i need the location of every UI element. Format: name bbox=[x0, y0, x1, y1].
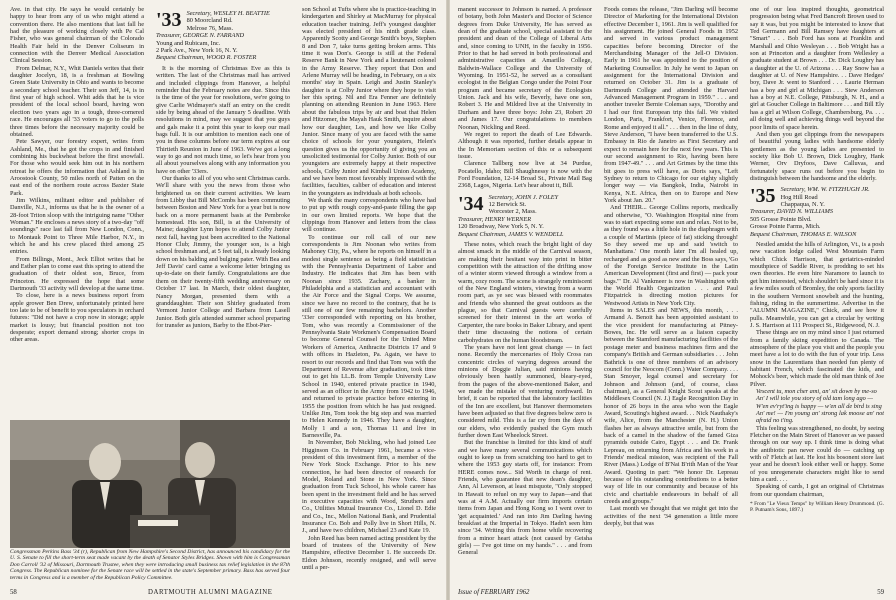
address-line: 80 Moorcland Rd. bbox=[186, 17, 233, 25]
class-year: '33 bbox=[156, 9, 182, 31]
right-page bbox=[448, 0, 896, 600]
bequest-line: Bequest Chairman, WOOD R. FOSTER bbox=[156, 54, 257, 62]
address-line: Grosse Pointe Farms, Mich. bbox=[750, 223, 821, 231]
paragraph: Jim Wilkins, militant editor and publisher of Danville, N.J., informs us that he is the owner of a 28-foot Triton sloop with the intriguing name "Other Woman." He encloses a news story of a two-day "off soundings" race last fall from New London, Conn., to Montauk Point to Three Mile Harbor, N.Y., in which he and his crew placed third among 25 entries. bbox=[10, 196, 144, 256]
paragraph: Items in SALES and NEWS, this month, . . . Armand A. Benoit has been appointed assistant to the vice president for manufacturing at Pitney-Bowes, Inc. He will serve as a liaison capacity between the Stamford manufacturing facilities of the postage meter and business machines firm and the company's British and German subsidiaries . . . John Bathrick is one of three members of an advisory council for the Neocom (Conn.) Water Company. . . . Stan Smoyer, legal counsel and secretary for Johnson and Johnson (and, of course, class chairman), as a General Knight Scout speaks at the Middlesex Council (N. J.) Eagle Recognition Day in honor of 26 boys in the area who won the Eagle Award, Scouting's highest award. . . Nick Nauthaky's wife, Alice, from the Manchester (N. H.) Union flashes her as always attractive smile, but from the back of a camel in the shadow of the famed Giza pyramids outside Cairo, Egypt . . . and Dr. Frank Lepreau, on returning from Africa and his work in a Friends' medical mission, was recipient of the Fall River (Mass.) Lodge of B'Nai B'rith Man of the Year Award. Quoting in part: "We honor Dr. Lepreau because of his outstanding contributions to a better way of life in our community and because of his civic and charitable endeavours in behalf of all creeds and groups." bbox=[604, 307, 738, 506]
photo-image bbox=[10, 420, 290, 548]
address-line: 120 Broadway, New York 5, N. Y. bbox=[458, 223, 544, 231]
paragraph: son School at Tufts where she is practice-teaching in kindergarten and Shirley at MacMurray for physical education teacher training. Jeff's youngest daughter was elected president of his ninth grade class. Apparently Scotty and George Smith's boys, Stephen 8 and Don 7, take turns getting broken arms. This time it was Don's. George is still at the Federal Reserve Bank in New York and a lieutenant colonel in the Army Reserve. They report that Don and Arlene Murray will be heading, in February, on a six months' stay in Spain. Leigh and Justin Stanley's daughter is at Colby Junior where they hope to visit her this spring. Nil and Era Fenner are definitely planning on attending Reunion in June 1963. Here about the fabulous trips by air and boat that Helen and Hitzomer, the Mayah Hauk Smith, inquire about how our daughter, Les, and how we like Colby Junior. Since many of you are faced with the same choice of schools for your youngsters, Helen's question gives us the opportunity of giving you an unsolicited testimonial for Colby Junior. Both of our youngsters are extremely happy at their respective schools, Colby Junior and Kimball Union Academy, and we have been most favorably impressed with the facilities, faculties, caliber of education and interest in the youngsters as individuals at both schools. bbox=[302, 6, 436, 197]
class-heading-33 bbox=[156, 10, 290, 62]
footnote: * From "Le Vieux Temps" by William Henry Drummond. (G. P. Putnam's Sons, 1897.) bbox=[750, 501, 884, 514]
address-line: Young and Rubicam, Inc. bbox=[156, 39, 221, 47]
paragraph: From Billings, Mont., Jeck Elliot writes that he and Esther plan to come east this spring to attend the graduation of their oldest son, Bruce, from Princeton. He expressed the hope that some Dartmouth '33 activity will develop at the same time. bbox=[10, 255, 144, 293]
left-column-3 bbox=[302, 6, 436, 580]
address-line: 505 Grosse Pointe Blvd. bbox=[750, 215, 812, 223]
left-column-2 bbox=[156, 6, 290, 418]
treasurer-line: Treasurer, DAVID N. WILLIAMS bbox=[750, 208, 834, 216]
secretary-line: Secretary, WM. W. FITZHUGH JR. bbox=[780, 186, 870, 194]
publication-name: DARTMOUTH ALUMNI MAGAZINE bbox=[148, 589, 273, 596]
paragraph: These things are on my mind since I just returned from a family skiing expedition to Canada. The atmosphere of the place you visit and the people you meet have a lot to do with the fun of your trip. Less snow in the Laurentians than needed fun plenty of habitant French, which fascinated the kids, and Mohock's beer, which made the old man think of Joe Pilver. bbox=[750, 329, 884, 388]
treasurer-line: Treasurer, HENRY WERNER bbox=[458, 215, 532, 223]
right-column-1 bbox=[458, 6, 592, 580]
address-line: Hog Hill Road bbox=[780, 193, 818, 201]
paragraph: Speaking of cards, I got an original of Christmas from our quondam chairman, bbox=[750, 483, 884, 498]
paragraph: And then you get clippings from the newspapers of beautiful young ladies with handsome elderly gentlemen as the young ladies are presented to society like Bob U. Brown, Dick Loughry, Hank Werner, Orv Dryfoos, Dave Calluvas, and fortunately space runs out before you begin to distinguish between the handsome and the elderly. bbox=[750, 130, 884, 182]
secretary-line: Secretary, JOHN J. FOLEY bbox=[488, 193, 559, 201]
address-line: 12 Berwick St. bbox=[488, 201, 527, 208]
paragraph: And THEIR... George Collins reports, medically and otherwise, "O. Washington Hospital nine from was to start expecting some sun and relax. Not to be, as they found was a little hole in the diaphragm with a couple of Martinis (piece of fat) sticking through! So they sewed me up and said 'switch to Manhattans.' One month later I'm all healed up, recharged and as good as new and the Boss says, 'Go of the Foreign Service Institute in the Latin American Development (first and first) — pack your bags.'" Dr. Al Vankmeer is now in Washington with the World Health Organization . . . and Paul Fitzpatrick is directing motion pictures for Westwood Artists in New York City. bbox=[604, 204, 738, 307]
right-column-2 bbox=[604, 6, 738, 580]
treasurer-line: Treasurer, GEORGE N. FARRAND bbox=[156, 32, 245, 40]
paragraph: To close, here is a news business report from apple grower Ben Drew, unfortunately printed here too late to be of benefit to you speculators in orchard futures: "Did not have a crop now in storage; apple market is lousy; but financial position not too desperate; export demand strong; shorter crops in other areas. bbox=[10, 292, 144, 344]
paragraph: Clarence Tallberg now live at 34 Purdue, Pocatello, Idaho; Bill Shaughnessy is now with the Ford Foundation, 12-14 Broad St., Private Mail Bag 2368, Lagos, Nigeria. Let's hear about it, Bill. bbox=[458, 160, 592, 190]
paragraph: one of our less inspired thoughts, geometrical progression being what Fred Bancroft Brown used to say it was, but you might be interested to know that Ted Germann and Bill Ramsey have daughters at "Smart" . . . Bob Ford has sons at Franklin and Marshall and Ohio Wesleyan . . . Bob Wright has a son at Princeton and a daughter from Wellesley a graduate student at Brown . . . Dr. Dick Loughry has a daughter at the U. of Arizona . . . Ray Snow has a daughter at U. of New Hampshire. . . Dave Hedges' boy, Dave Jr. went to Stanford . . . Laurie Herman has a boy and girl at Michigan . . . Stew Anderson has a boy at N.E. College, Pittsburgh, N. H., and a girl at Goucher College in Baltimore . . . and Bill Ely has a girl at Wilson College, Chambersburg, Pa. . . . all doing well and achieving things well beyond the poor limits of space herein. bbox=[750, 6, 884, 131]
paragraph: These notes, which reach the bright light of day almost smack in the middle of the Carnival season, are making their hesitant way into print in bitter competition with the attraction of the drifting snow of a winter storm viewed through a window from a warm, cozy room. The scene is strangely reminiscent of the New England winters, viewing from a warm room part, as ye sec was blessed with roommates and friends who shunned the great outdoors as the plague, so that Carnival guests were carefully screened for their interest in the art works of Carpenter, the rare books in Baker Library, and spent their time discussing the notions of certain carbohydrates on the human bloodstream. bbox=[458, 241, 592, 344]
address-line: 2 Park Ave., New York 16, N. Y. bbox=[156, 47, 238, 55]
paragraph: But the franchise is limited for this kind of stuff and we have many several communications which ought to keep us from scratching too hard to get to where the 1953 guy starts off, for instance: From HERE comes now... Sid Worth in charge of rent. Friends, who guarantee that new dean's daughter, Ann, Al Levenson, at least misquote, "Only stopped in Hawaii to refuel on my way to Japan—and that was at 4 A.M. Actually our firm imports certain items from Japan and Hong Kong so I went over to 'get acquainted.' And ran into Jim Darling having breakfast at the Imperial in Tokyo. Hadn't seen him since '34. Writing this from home while recovering from a minor heart attack (not caused by Geisha girls) — I've got time on my hands." . . . and from General bbox=[458, 439, 592, 557]
photo-congressmen bbox=[10, 420, 290, 548]
class-heading-34 bbox=[458, 194, 592, 238]
page-number-left: 58 bbox=[10, 589, 17, 596]
paragraph: Last month we thought that we might get into the activities of the next '34 generation a little more deeply, but that was bbox=[604, 505, 738, 528]
paragraph: The years have not lent great change — in fact none. Recently the mercenaries of Holy Cross ran concentric circles of varying degrees around the minions of Doggie Julian, said minions having obviously been hastily summoned, bleary-eyed, from the pages of the above-mentioned Baker, and we made the mistake of venturing northward. In brief, it can be reported that the laboratory facilities of the Inn are excellent, but Hanover thermometers have been adjusted so that five degrees below zero is considered mild. This is a far cry from the days of our elders, who evidently pushed the Gym much further down East Wheelock Street. bbox=[458, 343, 592, 439]
page-number-right: 59 bbox=[877, 589, 884, 596]
address-line: Chappaqua, N. Y. bbox=[780, 201, 825, 209]
secretary-line: Secretary, WESLEY H. BEATTIE bbox=[186, 10, 270, 17]
class-year: '35 bbox=[750, 185, 776, 208]
paragraph: Pete Sawyer, our forestry expert, writes from Ashland, Me., that he got the crops in and finished combining his buckwheat before the first snowfall. For those who would seek him out in his northern retreat he offers the information that Ashland is in Aroostook County, 50 miles north of Patten on the east end of the northern route across Baxter State Park. bbox=[10, 138, 144, 197]
paragraph: To continue our roll call of our new correspondents is Jim Noonan who writes from Mahoney City, Pa., where he reports on himself in a modest single sentence as being a field statistician with the Pennsylvania Department of Labor and Industry. He indicates that Jim has been with Noonan since 1935. Zachary, a banker in Philadelphia and a statistician and accountant with the Air Force and the Signal Corps. We assume, since we have no record to the contrary, that he is still one of our few remaining bachelors. Another '33er corresponded with reporting on his brother, Tom, who was recently a Commissioner of the Pennsylvania State Workmen's Compensation Board to become General Counsel for the United Mine Workers of America, Anthracite Districts 17 and 9 with offices in Hazleton, Pa. Again, we have to resort to our records and find that Tom was with the Department of Revenue after graduation, took time out to get his LL.B. from Temple University Law School in 1940, entered private practice in 1940, served as an officer in the Army from 1942 to 1946, and returned to private practice before entering in 1955 the position from which he has just resigned. Unlike Jim, Tom took the big step and was married to Helen Kennedy in 1946. They have a daughter, Molly 1 and a son, Thomas 11 and live in Barnesville, Pa. bbox=[302, 233, 436, 439]
paragraph: This feeling was strengthened, no doubt, by seeing Fletcher on the Main Street of Hanover as we passed through on our way up. I think time is doing what the antibiotic pan never could do — catching up with ol' Fletch at last. He lost his bosonent store last year and he doesn't look either well or happy. Some of you unregenerate characters might like to send him a card. . . . bbox=[750, 424, 884, 484]
left-column-1 bbox=[10, 6, 144, 418]
paragraph: Foods comes the release, "Jim Darling will become Director of Marketing for the International Division effective December 1, 1961. Jim is well qualified for his assignment. He joined General Foods in 1952 and served in various product management capacities before becoming Director of the Merchandising Manager of the Jell-O Division. Early in 1961 he was appointed to the position of Marketing Counsellor. In July he went to Japan on assignment for the International Division and returned on October 31. Jim is a graduate of Dartmouth College and attended the Harvard Advanced Management Program in 1959." . . . and another traveler Bernie Coleman says, "Dorothy and I had our first European trip this fall. We visited London, Paris, Frankfort, Venice, Florence, and Rome and enjoyed it all." . . . then in the line of duty, Steve Anderson, "I have been transferred to the U.S. Embassy in Rio de Janeiro as First Secretary and expect to remain here for the next few years. This is our second assignment to Rio, having been here from 1947-49." . . . and Art Grimes by the time this bit goes to press will have, as Doris says, "Left Sydney to return to Chicago for our eighty slightly longer way — via Bangkok, India, Nairobi in Kenya, N.E. Africa, then on to Europe and New York about Jan. 20." bbox=[604, 6, 738, 204]
paragraph: Ave. in that city. He says he would certainly be happy to hear from any of us who might attend a convention there. He also mentions that last fall he had the pleasure of working closely with Pe Cal Fisher, who was general chairman of the Colorado Health Fair held in the Denver Coliseum in connection with the Denver Medical Association Clinical Session. bbox=[10, 6, 144, 65]
paragraph: From Delmar, N.Y., Whit Daniels writes that their daughter Jocelyn, 18, is a freshman at Bowling Green State University in Ohio and wants to become a secondary school teacher. Their son Jeff, 14, is in first year of high school. Whit adds that he is vice president of the local school board, having won election two years ago in a tough, three-cornered race. He encourages all '33 voters to go to the polls three times before the necessary majority could be obtained. bbox=[10, 64, 144, 138]
paragraph: manent successor to Johnson is named. A professor of botany, both John Master's and Doctor of Science degrees from Duke University, He has served as dean of the graduate school, special assistant to the president and dean of the College of Liberal Arts and, since coming to UNH, in the faculty in 1956. Prior to that he had served in both professional and administrative capacities at Amarillo College, Baldwin-Wallace College and the University of Wyoming. In 1951-52, he served as a consultant ecologist in the Belgian Congo under the Point Four program and became secretary of the Ecologists Union. Jack and his wife, Beverly, have one son, Robert 3. He and Mildred live at the University in Durham and have three boys: John 23, Robert 20 and James 17. Our congratulations to members Noonan, Nickling and Reed. bbox=[458, 6, 592, 131]
paragraph: We regret to report the death of Lee Edwards. Although it was reported, further details appear in the In Memoriam section of this or a subsequent issue. bbox=[458, 130, 592, 160]
issue-date: Issue of FEBRUARY 1962 bbox=[458, 589, 530, 596]
right-column-3 bbox=[750, 6, 884, 580]
paragraph: Nestled amidst the hills of Arlington, Vt., is a posh new vacation lodge called West Mountain Farm which Chick Harrison, that geriatrics-minded mouthpiece of Saddle River, is prodding to set his own theories. He even hire Naramore to launch to get him interested, which shouldn't be hard since it is a few miles south of Bromley, the only sports facility in the southern Vermont snowbelt and the hunting, fishing, riding in the summertime. Advertise in the "ALUMNI MAGAZINE," Chick, and see how it pulls. Meanwhile, you can get a circular by writing J. S. Harrison at 111 Prospect St., Ridgewood, N. J. bbox=[750, 241, 884, 329]
paragraph: We thank the many correspondents who have had to put up with rough copy-and-paste filling the gap in our own limited reports. We hope that the clippings from Hanover and letters from the class will continue. bbox=[302, 196, 436, 234]
photo-caption: Congressman Perkins Bass '34 (r), Republican from New Hampshire's Second District, has announced his candidacy for the U. S. Senate to fill the short-term seat made vacant by the death of Senator Styles Bridges. Shown with him is Congressman Don Carroll '32 of Missouri, Dartmouth Trustee, when they were introducing small business tax relief legislation in the 87th Congress. The Republican nominee for the Senate race will be settled in the state's September primary. Bass has served four terms in Congress and is a member of the Republican Policy Committee. bbox=[10, 549, 290, 581]
paragraph: In November, Bob Nickling, who had joined Lee Higginson Co. in February 1961, became a vice-president of this investment firm, a member of the New York Stock Exchange. Prior to his new connection, he had been director of research for Model, Roland and Stone in New York. Since graduation from Tuck School, his whole career has been spent in the investment field and he has served in executive capacities with Wood, Struthers and Co., Utilities Mutual Insurance Co., Lionel D. Edie and Co., Inc., Mellon National Bank, and Prudential Insurance Co. Bob and Polly live in Short Hills, N. J., and have two children, Michael 23 and Kate 19. bbox=[302, 439, 436, 535]
paragraph: John Reed has been named acting president by the board of trustees of the University of New Hampshire, effective December 1. He succeeds Dr. Eldon Johnson, recently resigned, and will serve until a per- bbox=[302, 534, 436, 572]
bequest-line: Bequest Chairman, JAMES V. WENDELL bbox=[458, 230, 564, 238]
paragraph: Our thanks to all of you who sent Christmas cards. We'll share with you the news from those who brightened us on their current activities. We learn from Libby that Bill McCombs has been commuting between Boston and New York for a year but is now back on a more permanent basis at the Pembroke homestead. His son, Bill, is at the University of Maine; daughter Lynn hopes to attend Colby Junior next fall, having just been accredited to the National Honor Club; Jimmy, the younger son, is a high school freshman and, at 5 feet tall, is already looking down on his balding and bulging pater. With Bea and Jeff Davis' card came a welcome letter bringing us up-to-date on their family. Congratulations are due them on their twenty-fifth wedding anniversary on October 17 last. In March, their oldest daughter, Nancy Morgan, presented them with a granddaughter. Their son Shirley graduated from Vermont Junior College and Barbara from Lasell Junior. Both girls attended summer school preparing for transfer as juniors, Barby to the Ebot-Pier- bbox=[156, 175, 290, 329]
class-heading-35 bbox=[750, 186, 884, 238]
address-line: Melrose 76, Mass. bbox=[186, 24, 234, 32]
address-line: Worcester 2, Mass. bbox=[488, 208, 537, 216]
paragraph: It is the morning of Christmas Eve as this is written. The last of the Christmas mail has arrived and included clippings from Hanover, a helpful reminder that the February notes are due. Since this is the time of the year for resolutions, we're going to give Carlie Widmayer's staff an entry on the credit side by being ahead of the January 5 deadline. With resolutions in mind, may we suggest that you guys and gals make it a point this year to keep our mail bags full. It is our ambition to mention each one of you in these columns before our term expires at our Thirtieth Reunion in June of 1963. We've got a long way to go and not much time, so let's hear from you all about yourselves along with any information you have on other '33ers. bbox=[156, 64, 290, 175]
bequest-line: Bequest Chairman, THOMAS E. WILSON bbox=[750, 230, 857, 238]
poem-verse: Vescent tu, mon cher ami, an' sit down by me-so An' I will tole you story of old tam long ago — W'en ev'ryt'ing is happy — w'en all de bird is sing An' me! — I'm young an' strong lak moose an' not afraid no t'ing. bbox=[756, 387, 884, 425]
class-year: '34 bbox=[458, 192, 484, 215]
